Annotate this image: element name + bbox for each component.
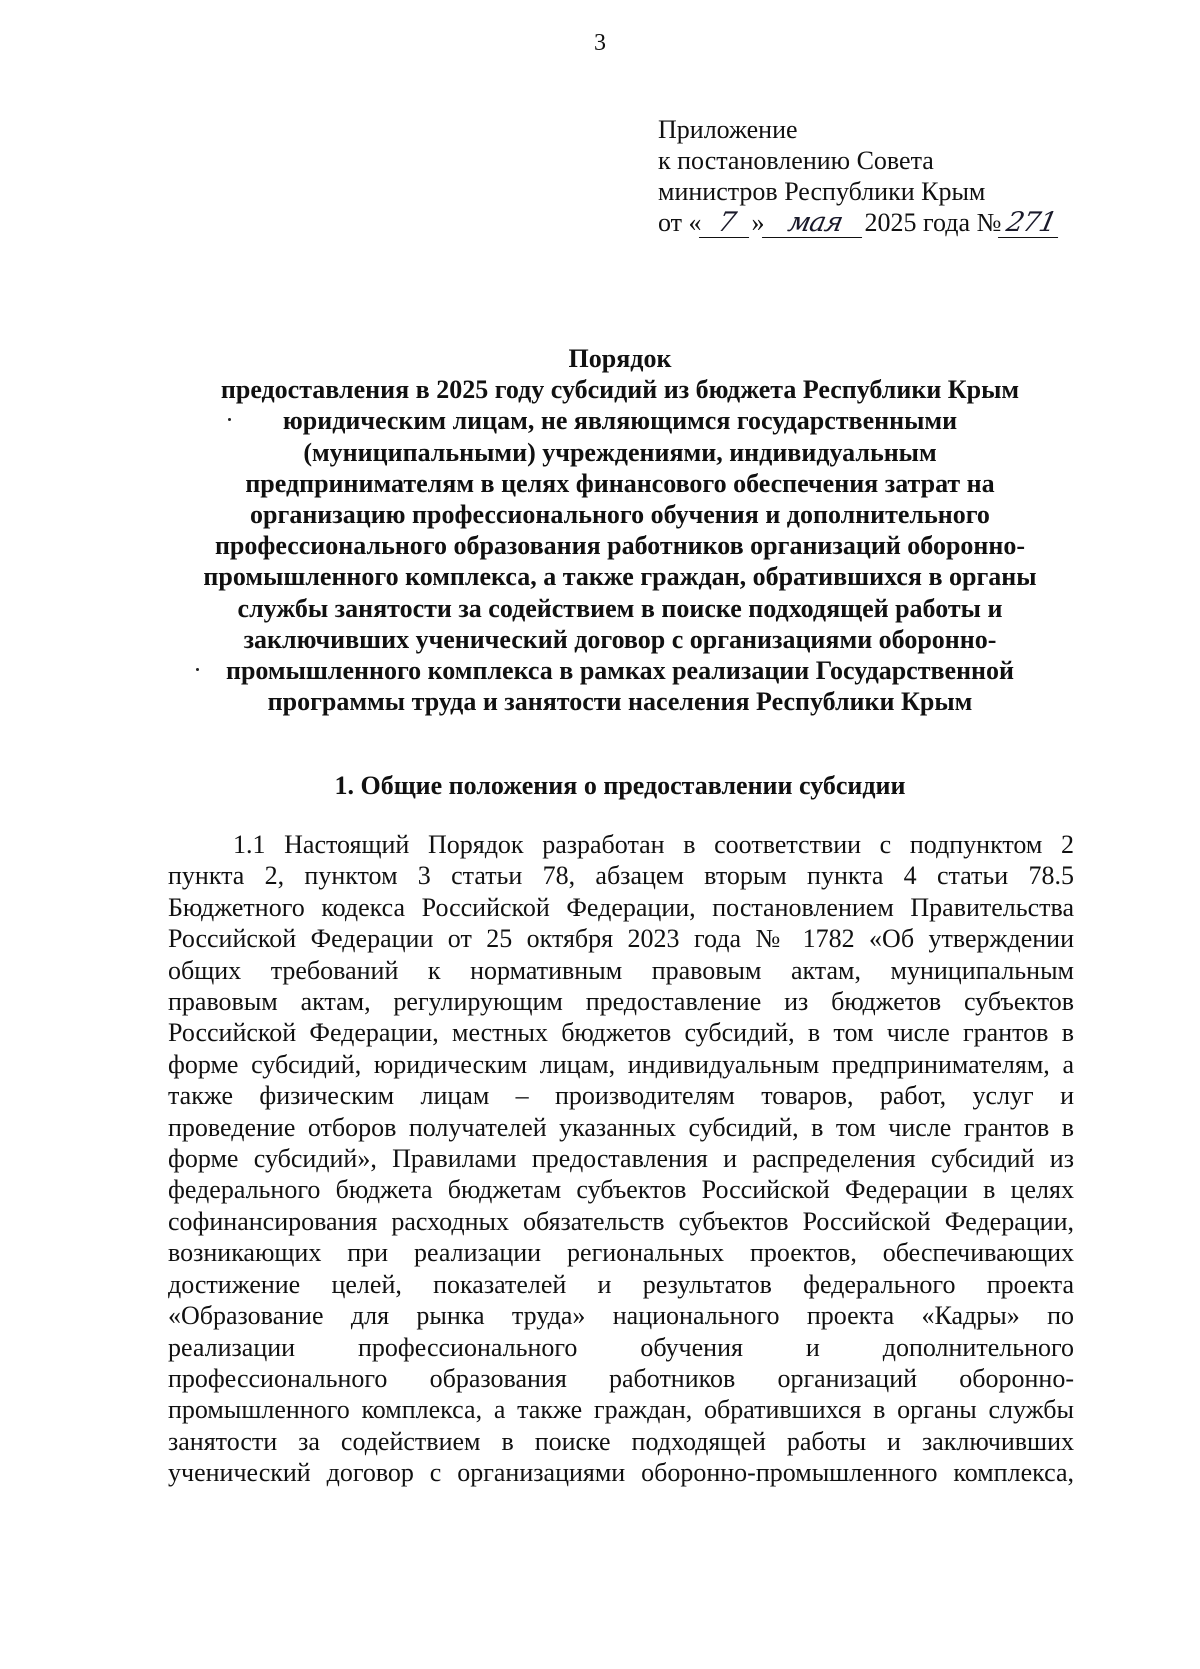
body-line: профессионального образования работников организаций оборонно- bbox=[168, 1363, 1074, 1393]
title-line: (муниципальными) учреждениями, индивидуальным bbox=[303, 437, 937, 467]
body-line: занятости за содействием в поиске подходящей работы и заключивших bbox=[168, 1426, 1074, 1456]
date-mid: » bbox=[751, 208, 765, 237]
document-title bbox=[170, 343, 1070, 717]
section-body bbox=[168, 829, 1074, 1489]
title-line: программы труда и занятости населения Республики Крым bbox=[267, 687, 973, 717]
title-line: заключивших ученический договор с организациями оборонно- bbox=[243, 624, 997, 654]
handwritten-doc-number: 271 bbox=[998, 209, 1064, 238]
body-line: федерального бюджета бюджетам субъектов Российской Федерации в целях bbox=[168, 1175, 1074, 1205]
appendix-resolution-line: к постановлению Совета bbox=[658, 146, 934, 175]
body-line: промышленного комплекса, а также граждан, обратившихся в органы службы bbox=[168, 1395, 1074, 1425]
body-line: реализации профессионального обучения и дополнительного bbox=[168, 1332, 1074, 1362]
body-line: проведение отборов получателей указанных субсидий, в том числе грантов в bbox=[168, 1112, 1074, 1142]
date-prefix: от « bbox=[658, 208, 702, 237]
scan-speck bbox=[196, 668, 199, 671]
body-line: форме субсидий, юридическим лицам, индивидуальным предпринимателям, а bbox=[168, 1049, 1074, 1079]
title-line: службы занятости за содействием в поиске подходящей работы и bbox=[237, 593, 1003, 623]
title-line: предоставления в 2025 году субсидий из бюджета Республики Крым bbox=[220, 375, 1020, 405]
title-line: юридическим лицам, не являющимся государственными bbox=[282, 406, 958, 436]
body-line: возникающих при реализации региональных проектов, обеспечивающих bbox=[168, 1238, 1074, 1268]
body-line: Бюджетного кодекса Российской Федерации, постановлением Правительства bbox=[168, 892, 1074, 922]
body-line: пункта 2, пунктом 3 статьи 78, абзацем вторым пункта 4 статьи 78.5 bbox=[168, 861, 1074, 891]
body-line: Российской Федерации от 25 октября 2023 года № 1782 «Об утверждении bbox=[168, 924, 1074, 954]
body-line: форме субсидий», Правилами предоставления и распределения субсидий из bbox=[168, 1144, 1074, 1174]
title-line: организацию профессионального обучения и дополнительного bbox=[250, 500, 990, 530]
title-line: промышленного комплекса, а также граждан, обратившихся в органы bbox=[203, 562, 1037, 592]
body-line: 1.1 Настоящий Порядок разработан в соответствии с подпунктом 2 bbox=[233, 830, 1074, 859]
body-line: достижение целей, показателей и результатов федерального проекта bbox=[168, 1269, 1074, 1299]
page-number: 3 bbox=[594, 30, 606, 56]
body-line: софинансирования расходных обязательств субъектов Российской Федерации, bbox=[168, 1206, 1074, 1236]
date-year: 2025 года № bbox=[864, 208, 1002, 237]
scan-speck bbox=[228, 418, 231, 421]
appendix-date-line bbox=[658, 207, 1178, 238]
appendix-title: Приложение bbox=[658, 115, 798, 144]
section-heading: 1. Общие положения о предоставлении субсидии bbox=[334, 771, 906, 800]
title-line: предпринимателям в целях финансового обеспечения затрат на bbox=[245, 468, 995, 498]
handwritten-day: 7 bbox=[698, 209, 754, 238]
title-heading: Порядок bbox=[568, 344, 672, 373]
handwritten-month: мая bbox=[761, 209, 867, 238]
body-line: общих требований к нормативным правовым актам, муниципальным bbox=[168, 955, 1074, 985]
appendix-council-line: министров Республики Крым bbox=[658, 177, 986, 206]
title-line: промышленного комплекса в рамках реализации Государственной bbox=[225, 656, 1015, 686]
body-line: «Образование для рынка труда» национального проекта «Кадры» по bbox=[168, 1301, 1074, 1331]
body-line: Российской Федерации, местных бюджетов субсидий, в том числе грантов в bbox=[168, 1018, 1074, 1048]
body-line: ученический договор с организациями оборонно-промышленного комплекса, bbox=[168, 1458, 1074, 1488]
appendix-block bbox=[658, 114, 1178, 238]
body-line: правовым актам, регулирующим предоставление из бюджетов субъектов bbox=[168, 987, 1074, 1017]
body-line: также физическим лицам – производителям товаров, работ, услуг и bbox=[168, 1081, 1074, 1111]
title-line: профессионального образования работников организаций оборонно- bbox=[214, 531, 1026, 561]
